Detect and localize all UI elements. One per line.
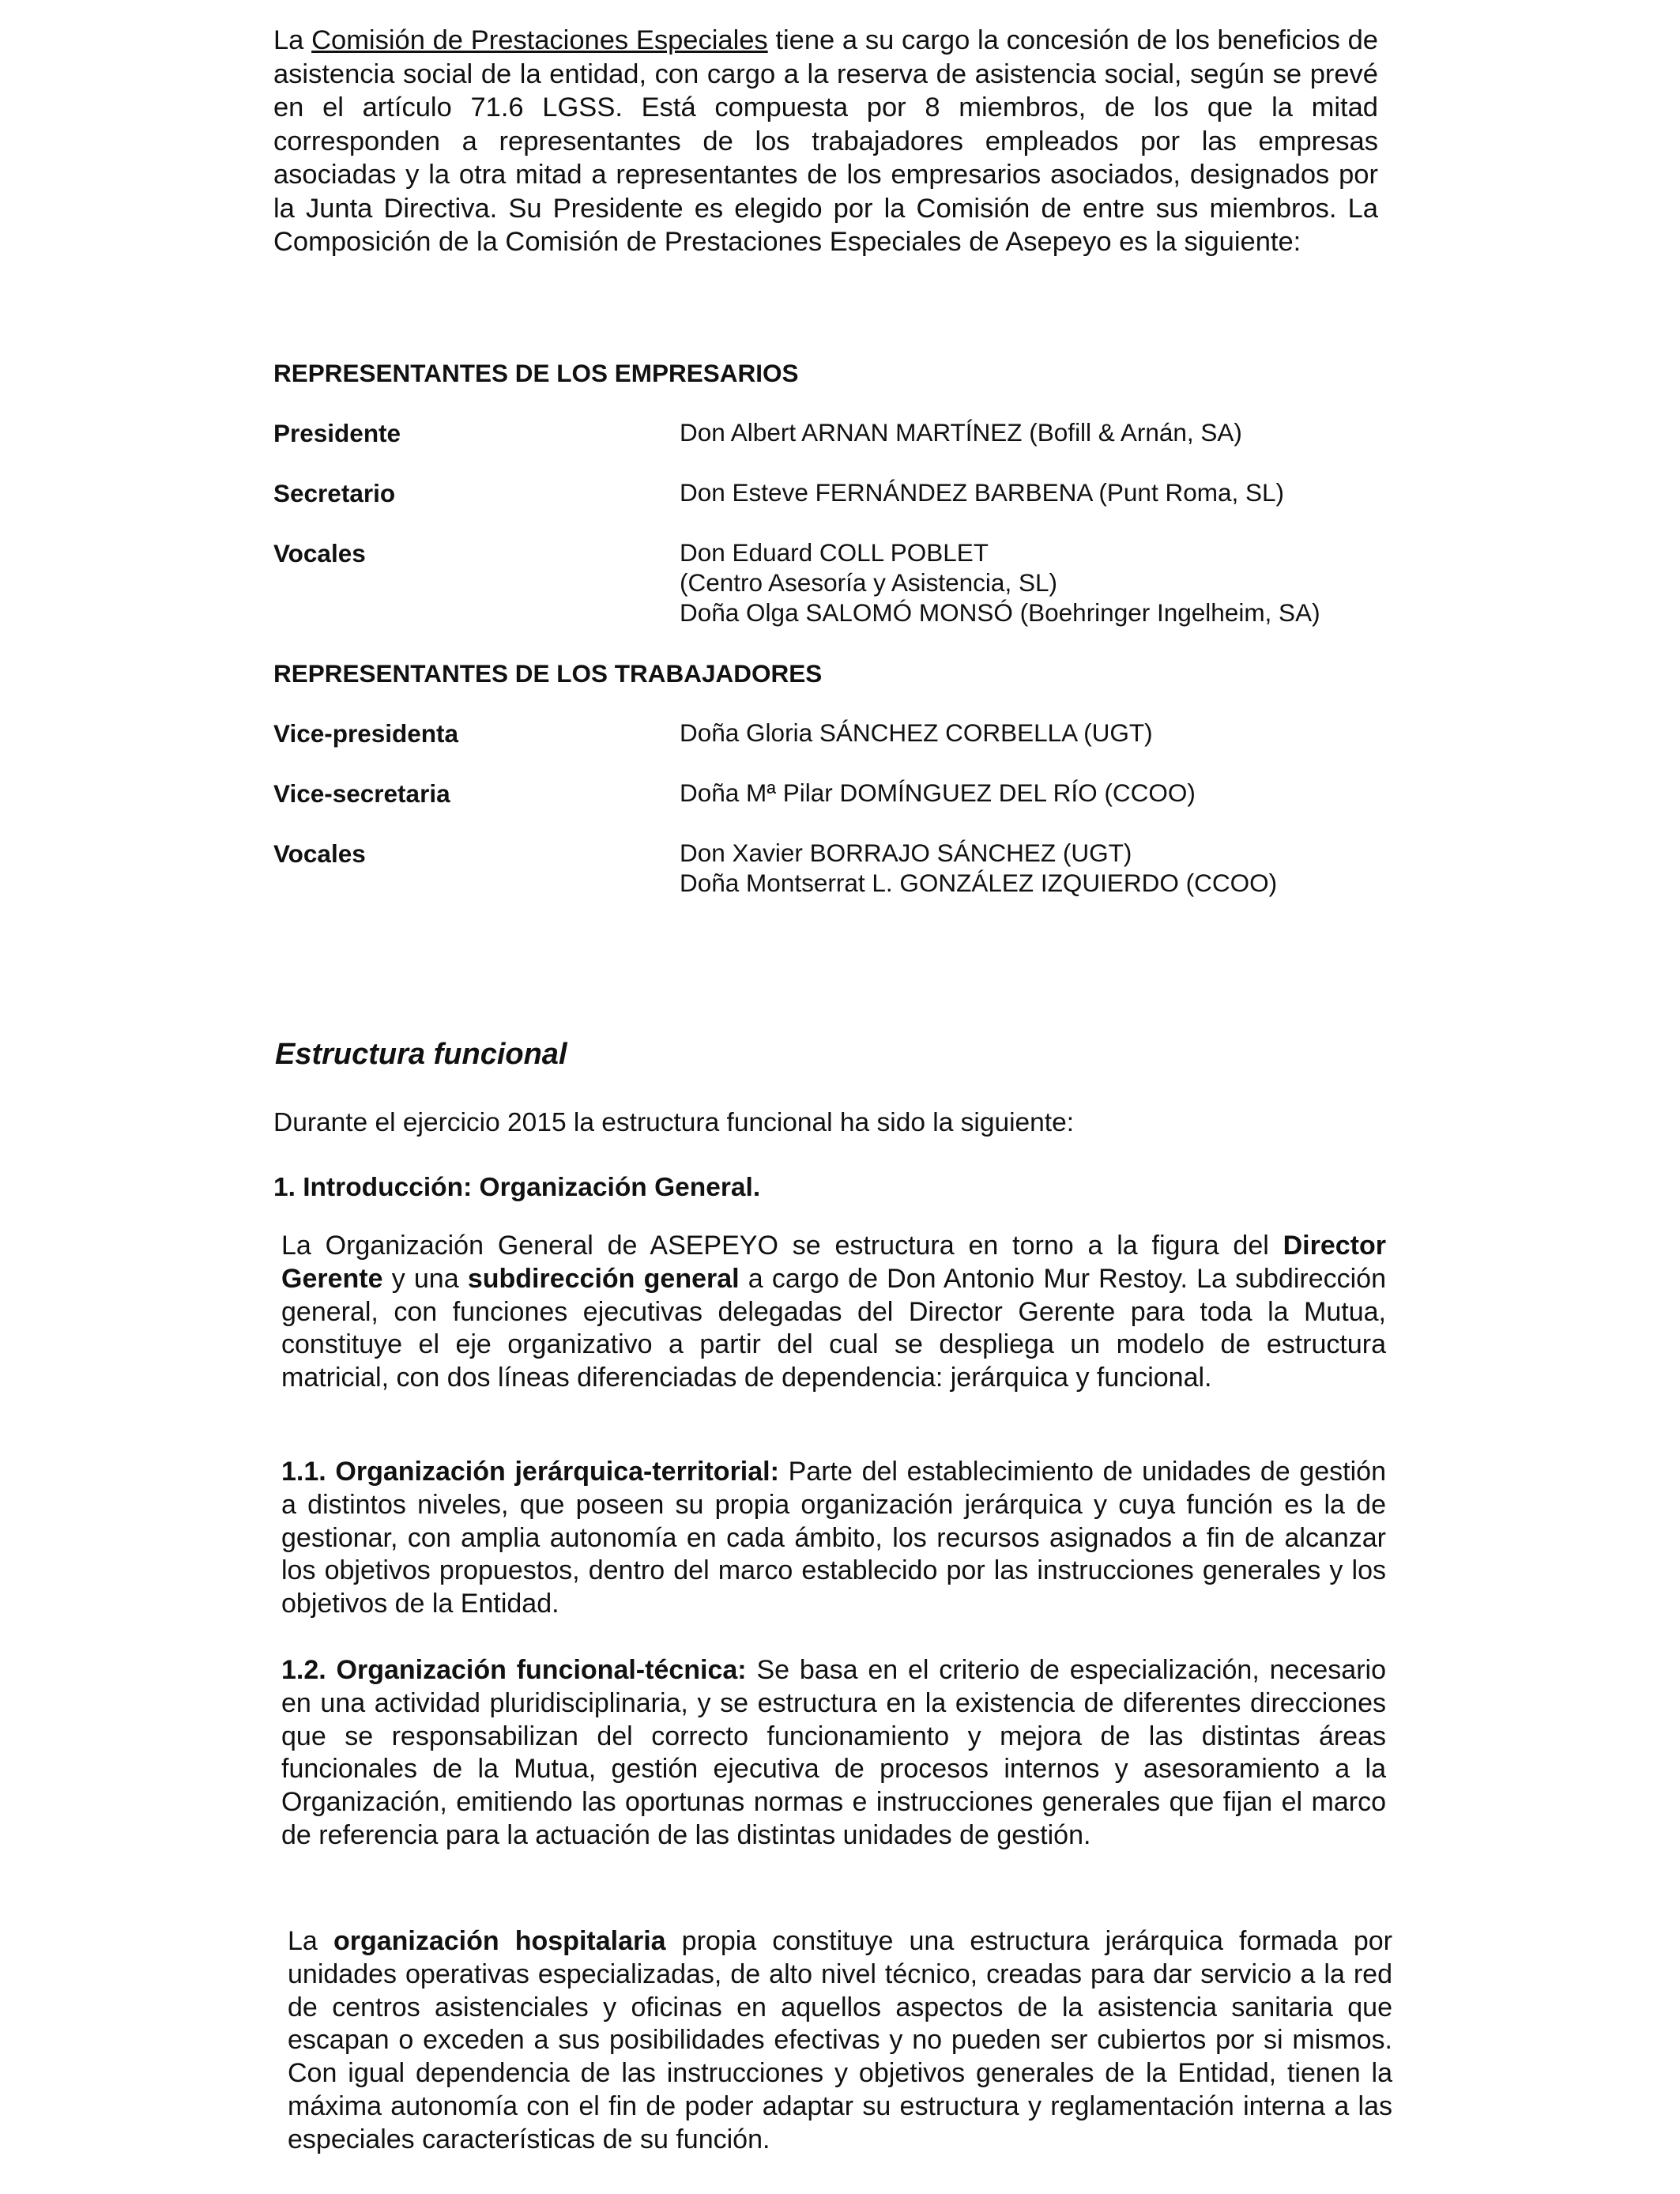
secretario-role: Secretario [273, 479, 396, 507]
presidente-name: Don Albert ARNAN MARTÍNEZ (Bofill & Arnán, SA) [680, 418, 1242, 447]
vicesecretaria-name: Doña Mª Pilar DOMÍNGUEZ DEL RÍO (CCOO) [680, 778, 1196, 807]
commission-link[interactable]: Comisión de Prestaciones Especiales [311, 25, 768, 55]
paragraph-jerarquica [281, 1456, 1386, 1621]
trabajadores-vocal-1: Don Xavier BORRAJO SÁNCHEZ (UGT) [680, 839, 1132, 867]
p1-bold-subdireccion: subdirección general [467, 1263, 740, 1294]
p4-text: La [288, 1926, 333, 1956]
intro-paragraph [273, 24, 1378, 259]
p1-text-3: a cargo de Don Antonio Mur Restoy. La subdirección general, con funciones ejecutivas delegadas del Director Gerente para toda la Mutua, constituye el eje organizativo a partir del cual se despliega un modelo de estructura matricial, con dos líneas diferenciadas de dependencia: jerárquica y funcional. [281, 1263, 1386, 1393]
p3-bold-heading: 1.2. Organización funcional-técnica: [281, 1655, 747, 1685]
empresarios-vocal-1: Don Eduard COLL POBLET [680, 538, 989, 567]
p1-bold-director: Director Gerente [281, 1231, 1386, 1294]
p4-bold-hospitalaria: organización hospitalaria [333, 1926, 666, 1956]
p1-text: La Organización General de ASEPEYO se estructura en torno a la figura del [281, 1231, 1283, 1261]
empresarios-heading: REPRESENTANTES DE LOS EMPRESARIOS [273, 359, 799, 387]
section-1-heading: 1. Introducción: Organización General. [273, 1173, 761, 1202]
empresarios-vocal-1-company: (Centro Asesoría y Asistencia, SL) [680, 568, 1057, 597]
intro-text-rest: tiene a su cargo la concesión de los beneficios de asistencia social de la entidad, con cargo a la reserva de asistencia social, según se prevé en el artículo 71.6 LGSS. Está compuesta por 8 miembros, de los que la mitad corresponden a representantes de los trabajadores empleados por las empresas asociadas y la otra mitad a representantes de los empresarios asociados, designados por la Junta Directiva. Su Presidente es elegido por la Comisión de entre sus miembros. La Composición de la Comisión de Prestaciones Especiales de Asepeyo es la siguiente: [273, 25, 1378, 257]
presidente-role: Presidente [273, 419, 401, 447]
secretario-name: Don Esteve FERNÁNDEZ BARBENA (Punt Roma, SL) [680, 478, 1284, 507]
p2-bold-heading: 1.1. Organización jerárquica-territorial: [281, 1457, 779, 1487]
p2-text: Parte del establecimiento de unidades de gestión a distintos niveles, que poseen su propia organización jerárquica y cuya función es la de gestionar, con amplia autonomía en cada ámbito, los recursos asignados a fin de alcanzar los objetivos propuestos, dentro del marco establecido por las instrucciones generales y los objetivos de la Entidad. [281, 1457, 1386, 1619]
p4-text-2: propia constituye una estructura jerárquica formada por unidades operativas especializadas, de alto nivel técnico, creadas para dar servicio a la red de centros asistenciales y oficinas en aquellos aspectos de la asistencia sanitaria que escapan o exceden a sus posibilidades efectivas y no pueden ser cubiertos por si mismos. Con igual dependencia de las instrucciones y objetivos generales de la Entidad, tienen la máxima autonomía con el fin de poder adaptar su estructura y reglamentación interna a las especiales características de su función. [288, 1926, 1392, 2154]
trabajadores-vocales-role: Vocales [273, 839, 366, 868]
intro-text-start: La [273, 25, 312, 55]
lead-sentence: Durante el ejercicio 2015 la estructura funcional ha sido la siguiente: [273, 1108, 1075, 1137]
paragraph-hospitalaria [288, 1925, 1392, 2157]
p1-text-2: y una [382, 1263, 468, 1294]
trabajadores-vocal-2: Doña Montserrat L. GONZÁLEZ IZQUIERDO (CCOO) [680, 869, 1278, 897]
empresarios-vocal-2: Doña Olga SALOMÓ MONSÓ (Boehringer Ingelheim, SA) [680, 598, 1320, 627]
paragraph-funcional-tecnica [281, 1654, 1386, 1853]
section-title: Estructura funcional [275, 1038, 567, 1071]
paragraph-organizacion-general [281, 1230, 1386, 1395]
trabajadores-heading: REPRESENTANTES DE LOS TRABAJADORES [273, 659, 823, 688]
p3-text: Se basa en el criterio de especialización, necesario en una actividad pluridisciplinaria, y se estructura en la existencia de diferentes direcciones que se responsabilizan del correcto funcionamiento y mejora de las distintas áreas funcionales de la Mutua, gestión ejecutiva de procesos internos y asesoramiento a la Organización, emitiendo las oportunas normas e instrucciones generales que fijan el marco de referencia para la actuación de las distintas unidades de gestión. [281, 1655, 1387, 1850]
empresarios-vocales-role: Vocales [273, 539, 366, 567]
vicepresidenta-name: Doña Gloria SÁNCHEZ CORBELLA (UGT) [680, 718, 1153, 747]
vicepresidenta-role: Vice-presidenta [273, 719, 459, 748]
vicesecretaria-role: Vice-secretaria [273, 779, 450, 808]
